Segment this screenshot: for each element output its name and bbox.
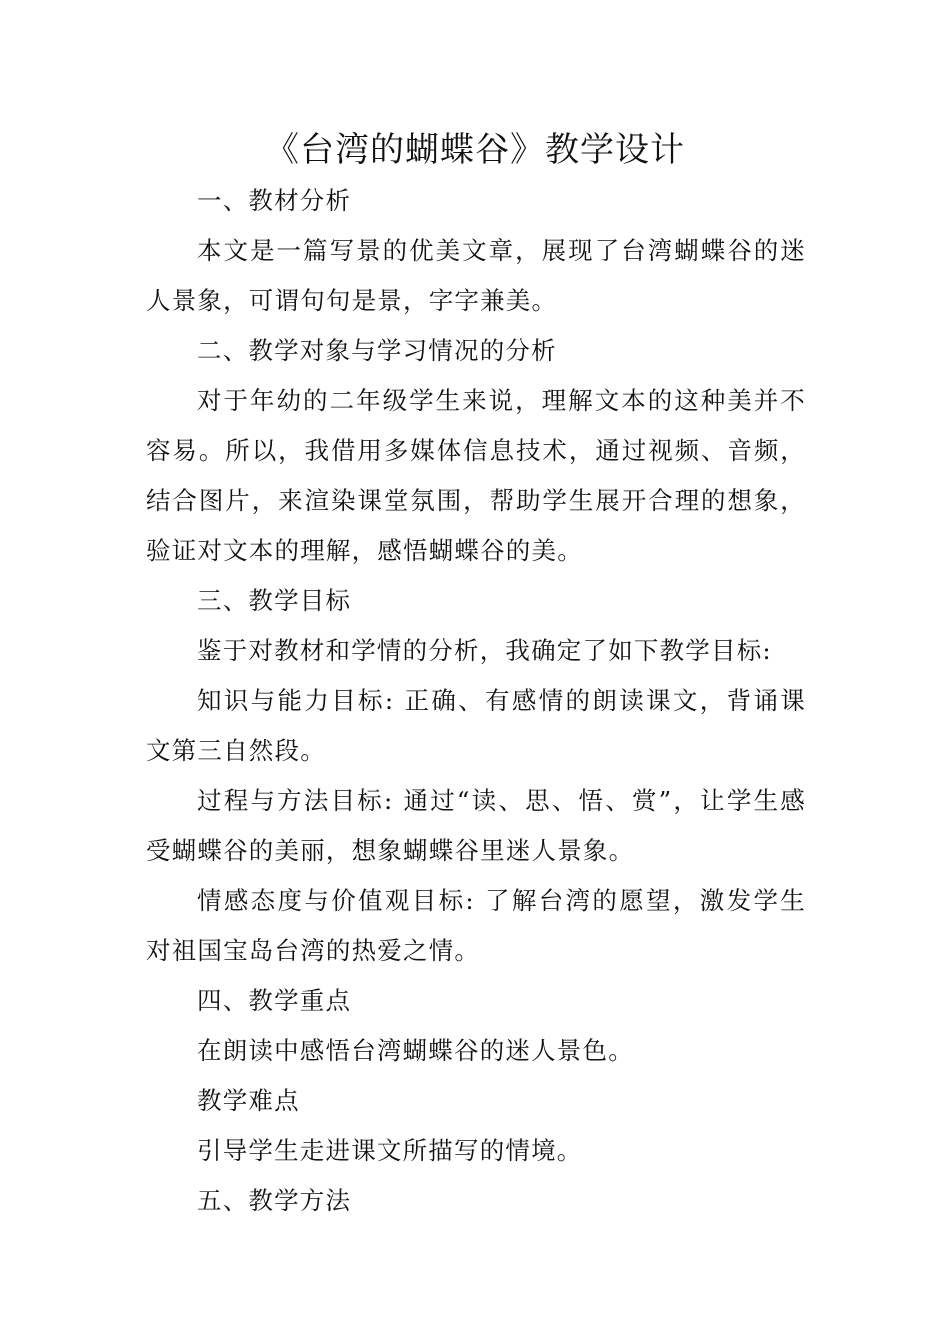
paragraph-knowledge-goal: 知识与能力目标: 正确、有感情的朗读课文，背诵课文第三自然段。 [146,686,806,765]
section-heading-learner-analysis: 二、教学对象与学习情况的分析 [197,336,557,365]
paragraph-goals-intro: 鉴于对教材和学情的分析，我确定了如下教学目标: [197,636,772,665]
document-title: 《台湾的蝴蝶谷》教学设计 [265,130,685,170]
subheading-difficulties: 教学难点 [197,1086,300,1115]
section-heading-textbook-analysis: 一、教材分析 [197,186,352,215]
paragraph-textbook-analysis: 本文是一篇写景的优美文章，展现了台湾蝴蝶谷的迷人景象，可谓句句是景，字字兼美。 [146,236,806,315]
paragraph-process-goal: 过程与方法目标: 通过“读、思、悟、赏”，让学生感受蝴蝶谷的美丽，想象蝴蝶谷里迷人景象。 [146,786,806,865]
paragraph-learner-analysis: 对于年幼的二年级学生来说，理解文本的这种美并不容易。所以，我借用多媒体信息技术，通过视频、音频，结合图片，来渲染课堂氛围，帮助学生展开合理的想象，验证对文本的理解，感悟蝴蝶谷的美。 [146,386,806,565]
document-body [146,176,806,1226]
section-heading-teaching-methods: 五、教学方法 [197,1186,352,1215]
paragraph-difficulties: 引导学生走进课文所描写的情境。 [197,1136,583,1165]
section-heading-key-points: 四、教学重点 [197,986,352,1015]
paragraph-key-points: 在朗读中感悟台湾蝴蝶谷的迷人景色。 [197,1036,634,1065]
paragraph-emotion-goal: 情感态度与价值观目标: 了解台湾的愿望，激发学生对祖国宝岛台湾的热爱之情。 [146,886,806,965]
section-heading-teaching-goals: 三、教学目标 [197,586,352,615]
